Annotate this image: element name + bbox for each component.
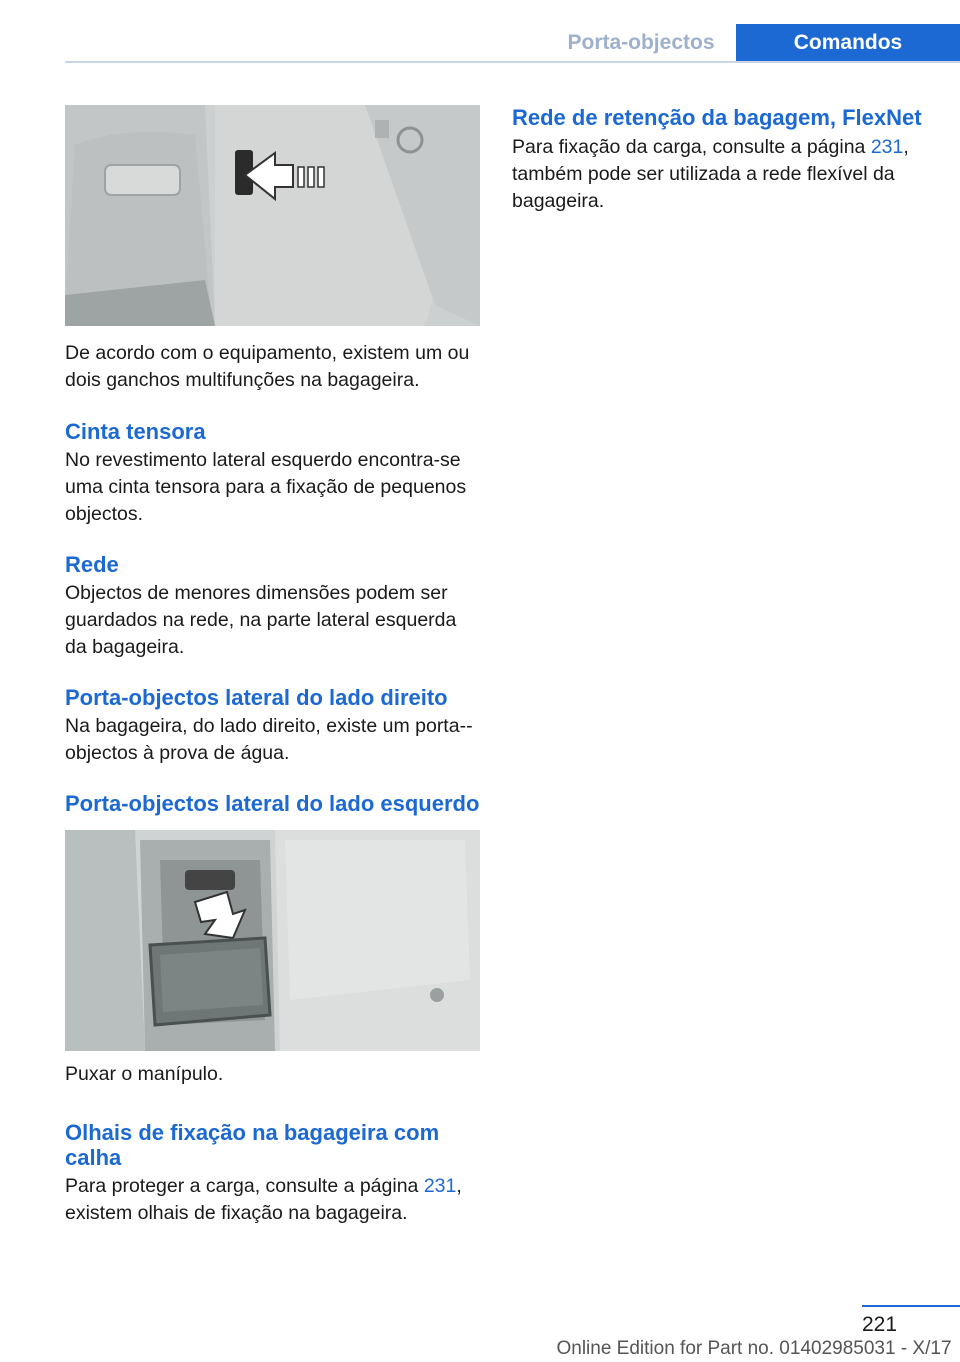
heading-cinta-tensora: Cinta tensora	[65, 419, 206, 444]
page-number: 221	[862, 1313, 898, 1336]
paragraph-cinta-tensora: No revestimento lateral esquerdo encontra‐se uma cinta tensora para a fixação de pequenos objectos.	[65, 449, 467, 525]
paragraph-flexnet: Para fixação da carga, consulte a página 231, também pode ser utilizada a rede flexível da bagageira.	[512, 136, 909, 212]
heading-olhais-fixacao: Olhais de fixação na bagageira com calha	[65, 1120, 440, 1170]
page-reference-link[interactable]: 231	[423, 1175, 457, 1197]
heading-rede: Rede	[65, 552, 119, 577]
heading-flexnet: Rede de retenção da bagagem, FlexNet	[512, 105, 922, 130]
heading-porta-objectos-direito: Porta-objectos lateral do lado direito	[65, 685, 448, 710]
right-column	[512, 105, 927, 215]
heading-porta-objectos-esquerdo: Porta-objectos lateral do lado esquerdo	[65, 791, 480, 816]
header-section-label: Porta-objectos	[567, 31, 715, 54]
figure-left-compartment	[65, 830, 480, 1051]
footer-edition: Online Edition for Part no. 01402985031 - X/17	[556, 1338, 952, 1359]
header-chapter-tab: Comandos	[736, 24, 960, 61]
paragraph-puxar: Puxar o manípulo.	[65, 1063, 224, 1085]
paragraph-rede: Objectos de menores dimensões podem ser guardados na rede, na parte lateral esquerda da bagageira.	[65, 582, 457, 658]
header-divider	[65, 61, 960, 63]
page-reference-link[interactable]: 231	[870, 136, 904, 158]
paragraph-hooks: De acordo com o equipamento, existem um ou dois ganchos multifunções na bagageira.	[65, 342, 470, 391]
footer-divider	[862, 1305, 960, 1307]
figure-multifunction-hook	[65, 105, 480, 326]
paragraph-olhais-fixacao: Para proteger a carga, consulte a página 231, existem olhais de fixação na bagageira.	[65, 1175, 462, 1224]
paragraph-porta-objectos-direito: Na bagageira, do lado direito, existe um porta-objectos à prova de água.	[65, 715, 473, 764]
left-column	[65, 105, 480, 1227]
